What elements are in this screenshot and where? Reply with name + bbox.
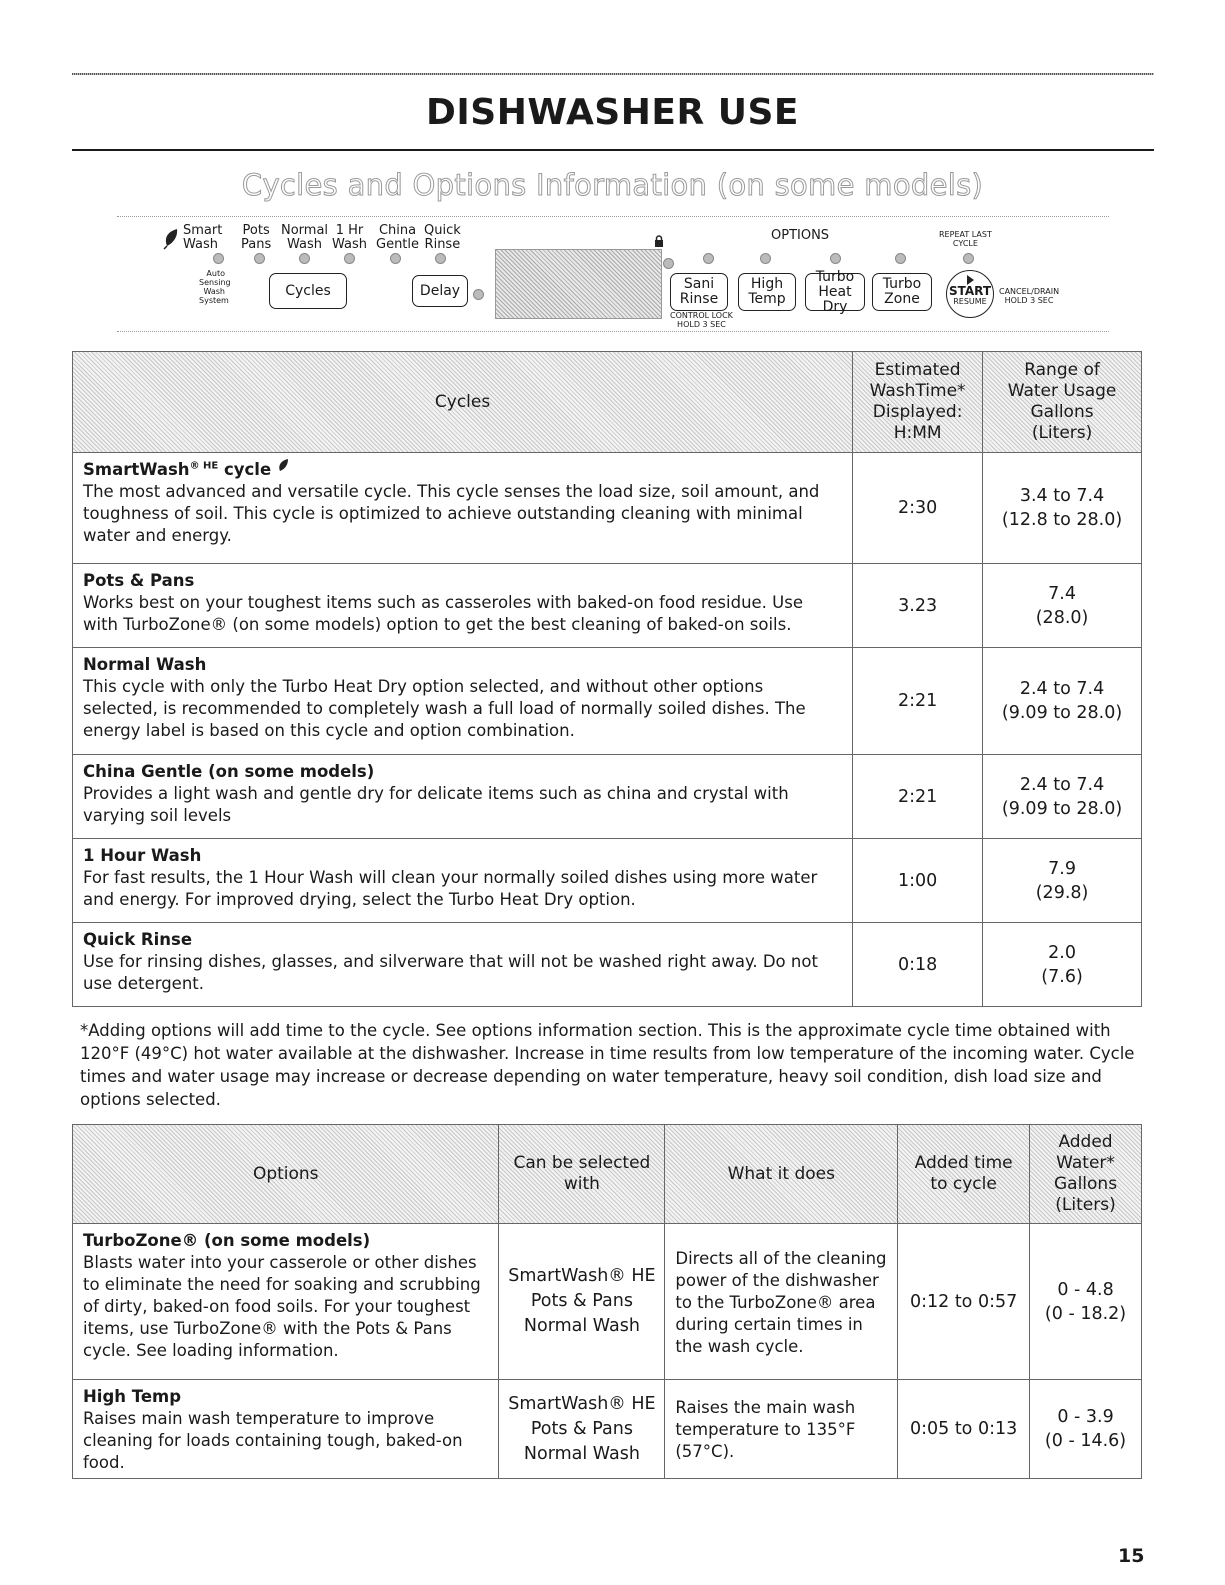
options-column-header: Options <box>73 1125 499 1224</box>
start-resume-button[interactable]: START RESUME <box>946 270 994 318</box>
control-lock-label: CONTROL LOCK HOLD 3 SEC <box>670 311 733 329</box>
what-it-does-column-header: What it does <box>665 1125 898 1224</box>
cycle-water-cell: 2.4 to 7.4 (9.09 to 28.0) <box>983 648 1142 755</box>
cycle-description: This cycle with only the Turbo Heat Dry option selected, and without other options selected, is recommended to completely wash a full load of normally soiled dishes. The energy label is based on this cycle and option combination. <box>83 677 806 740</box>
added-time-cell: 0:05 to 0:13 <box>898 1380 1030 1479</box>
cycle-description: Provides a light wash and gentle dry for delicate items such as china and crystal with varying soil levels <box>83 784 789 825</box>
option-description-cell <box>73 1224 499 1380</box>
added-time-column-header: Added time to cycle <box>898 1125 1030 1224</box>
option-indicator-light <box>895 253 906 264</box>
can-be-selected-cell: SmartWash® HE Pots & Pans Normal Wash <box>499 1380 665 1479</box>
estimated-time-column-header: Estimated WashTime* Displayed: H:MM <box>853 352 983 453</box>
can-be-selected-column-header: Can be selected with <box>499 1125 665 1224</box>
table-row <box>73 839 1142 923</box>
cycle-description-cell <box>73 839 853 923</box>
cycle-name: China Gentle (on some models) <box>83 762 375 781</box>
cycle-name: Normal Wash <box>83 655 207 674</box>
cycle-water-cell: 2.4 to 7.4 (9.09 to 28.0) <box>983 755 1142 839</box>
cycle-water-cell: 3.4 to 7.4 (12.8 to 28.0) <box>983 453 1142 564</box>
what-it-does-cell: Directs all of the cleaning power of the dishwasher to the TurboZone® area during certain times in the wash cycle. <box>665 1224 898 1380</box>
cycle-label-quick-rinse: Quick Rinse <box>424 223 461 252</box>
added-water-cell: 0 - 3.9 (0 - 14.6) <box>1030 1380 1142 1479</box>
cycle-name: Pots & Pans <box>83 571 195 590</box>
table-row <box>73 453 1142 564</box>
cycles-button[interactable]: Cycles <box>269 273 347 309</box>
control-lock-indicator <box>663 258 674 269</box>
cycle-name: Quick Rinse <box>83 930 193 949</box>
water-usage-column-header: Range of Water Usage Gallons (Liters) <box>983 352 1142 453</box>
added-time-cell: 0:12 to 0:57 <box>898 1224 1030 1380</box>
cycle-description-cell <box>73 564 853 648</box>
table-row <box>73 1224 1142 1380</box>
option-description-cell <box>73 1380 499 1479</box>
cycle-description-cell <box>73 923 853 1007</box>
delay-indicator-light <box>473 289 484 300</box>
cycle-description: The most advanced and versatile cycle. This cycle senses the load size, soil amount, and toughness of soil. This cycle is optimized to achieve outstanding cleaning with minimal water and energy. <box>83 482 820 545</box>
table-row <box>73 648 1142 755</box>
page-number: 15 <box>1118 1545 1145 1567</box>
cycle-label-normal-wash: Normal Wash <box>281 223 329 252</box>
cycle-description-cell: SmartWash$^{® HE}$ cycle The most advanced and versatile cycle. This cycle senses the load size, soil amount, and toughness of soil. This cycle is optimized to achieve outstanding cleaning with minimal water and energy. <box>73 453 853 564</box>
cancel-drain-label: CANCEL/DRAIN HOLD 3 SEC <box>999 287 1060 305</box>
cycle-time-cell: 1:00 <box>853 839 983 923</box>
can-be-selected-cell: SmartWash® HE Pots & Pans Normal Wash <box>499 1224 665 1380</box>
cycle-description: Works best on your toughest items such as casseroles with baked-on food residue. Use with TurboZone® (on some models) option to get the best cleaning of baked-on soils. <box>83 593 803 634</box>
title-rule <box>72 149 1154 151</box>
cycle-description: For fast results, the 1 Hour Wash will clean your normally soiled dishes using more water and energy. For improved drying, select the Turbo Heat Dry option. <box>83 868 818 909</box>
indicator-light <box>390 253 401 264</box>
repeat-last-cycle-label: REPEAT LAST CYCLE <box>939 230 992 248</box>
option-description: Blasts water into your casserole or other dishes to eliminate the need for soaking and scrubbing of dirty, baked-on food soils. For your toughest items, use TurboZone® with the Pots & Pans cycle. See loading information. <box>83 1253 481 1360</box>
indicator-light <box>213 253 224 264</box>
cycle-label-1hr-wash: 1 Hr Wash <box>332 223 368 252</box>
top-dotted-rule <box>72 73 1154 75</box>
indicator-light <box>299 253 310 264</box>
cycle-time-cell: 2:30 <box>853 453 983 564</box>
added-water-cell: 0 - 4.8 (0 - 18.2) <box>1030 1224 1142 1380</box>
smartwash-leaf-icon <box>163 228 181 250</box>
table-row <box>73 564 1142 648</box>
options-label: OPTIONS <box>771 228 830 243</box>
display-screen <box>495 249 662 319</box>
cycle-time-cell: 0:18 <box>853 923 983 1007</box>
what-it-does-cell: Raises the main wash temperature to 135°F (57°C). <box>665 1380 898 1479</box>
cycle-name: 1 Hour Wash <box>83 846 202 865</box>
leaf-icon <box>277 459 289 473</box>
turbo-zone-button[interactable]: Turbo Zone <box>872 273 932 311</box>
cycles-column-header: Cycles <box>73 352 853 453</box>
indicator-light <box>254 253 265 264</box>
option-indicator-light <box>760 253 771 264</box>
table-row <box>73 755 1142 839</box>
cycle-time-cell: 2:21 <box>853 648 983 755</box>
cycle-water-cell: 7.9 (29.8) <box>983 839 1142 923</box>
option-name: TurboZone® (on some models) <box>83 1231 371 1250</box>
option-indicator-light <box>963 253 974 264</box>
cycle-description-cell <box>73 755 853 839</box>
table-row <box>73 1380 1142 1479</box>
footnote: *Adding options will add time to the cycle. See options information section. This is the approximate cycle time obtained with 120°F (49°C) hot water available at the dishwasher. Increase in time results from low temperature of the incoming water. Cycle times and water usage may increase or decrease depending on water temperature, heavy soil condition, dish load size and options selected. <box>80 1021 1135 1109</box>
cycles-table <box>72 351 1142 1007</box>
table-row <box>73 923 1142 1007</box>
option-name: High Temp <box>83 1387 182 1406</box>
cycle-water-cell: 2.0 (7.6) <box>983 923 1142 1007</box>
option-description: Raises main wash temperature to improve cleaning for loads containing tough, baked-on food. <box>83 1409 463 1472</box>
delay-button[interactable]: Delay <box>412 275 468 307</box>
cycle-water-cell: 7.4 (28.0) <box>983 564 1142 648</box>
indicator-light <box>435 253 446 264</box>
cycle-description: Use for rinsing dishes, glasses, and silverware that will not be washed right away. Do not use detergent. <box>83 952 818 993</box>
high-temp-button[interactable]: High Temp <box>738 273 796 311</box>
sani-rinse-button[interactable]: Sani Rinse <box>670 273 728 311</box>
cycle-time-cell: 2:21 <box>853 755 983 839</box>
cycle-label-china-gentle: China Gentle <box>376 223 420 252</box>
indicator-light <box>344 253 355 264</box>
added-water-column-header: Added Water* Gallons (Liters) <box>1030 1125 1142 1224</box>
cycle-label-pots-pans: Pots Pans <box>241 223 272 252</box>
cycle-description-cell <box>73 648 853 755</box>
cycle-time-cell: 3.23 <box>853 564 983 648</box>
control-panel-diagram: Smart Wash Auto Sensing Wash System Pots Pans Normal Wash 1 Hr Wash China Gentle Quick Rinse Cycles Delay OPTIONS REPEAT LAST CYCLE Sani Rinse High Temp Turbo Heat Dry Turbo Zone CONTROL LOCK HOLD 3 SEC START RESUME CANCEL/DRAIN HOLD 3 SEC <box>117 216 1109 332</box>
smartwash-label: Smart <box>183 223 223 238</box>
options-table <box>72 1124 1142 1479</box>
option-indicator-light <box>703 253 714 264</box>
lock-icon <box>654 235 664 247</box>
auto-sensing-label: Auto Sensing Wash System <box>199 269 231 305</box>
option-indicator-light <box>830 253 841 264</box>
cycle-name: SmartWash <box>83 460 190 479</box>
turbo-heat-dry-button[interactable]: Turbo Heat Dry <box>805 273 865 311</box>
page-title: DISHWASHER USE <box>426 92 799 133</box>
section-subtitle: Cycles and Options Information (on some models) <box>241 168 984 202</box>
